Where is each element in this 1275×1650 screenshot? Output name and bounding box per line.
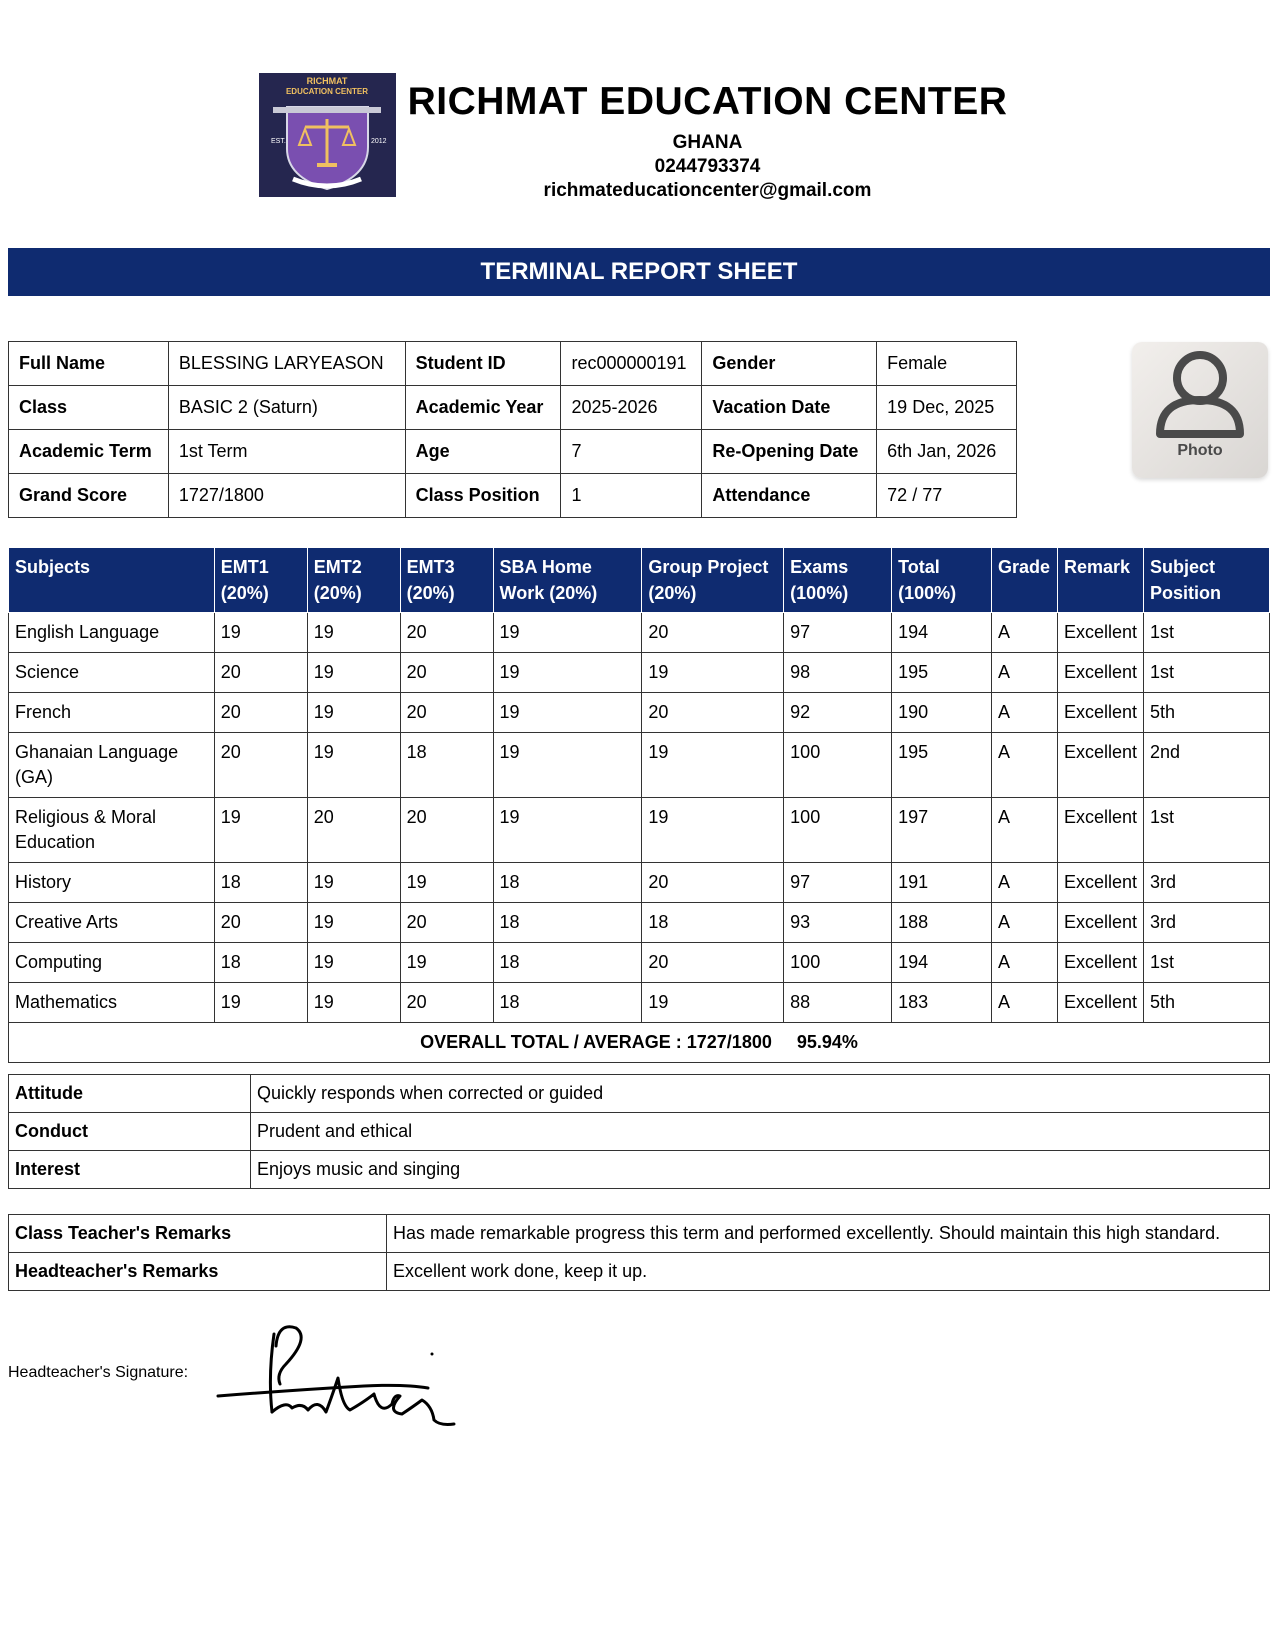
score-cell: Excellent — [1057, 653, 1143, 693]
info-value: 19 Dec, 2025 — [877, 386, 1017, 430]
score-cell: 20 — [214, 653, 307, 693]
scores-column-header — [400, 548, 493, 613]
score-cell: A — [992, 903, 1058, 943]
score-cell: 97 — [784, 863, 892, 903]
score-cell: 20 — [214, 693, 307, 733]
info-label: Gender — [702, 342, 877, 386]
subject-name: Science — [9, 653, 215, 693]
subject-row — [9, 943, 1270, 983]
score-cell: 98 — [784, 653, 892, 693]
school-country: GHANA — [672, 132, 743, 153]
score-cell: 18 — [493, 943, 642, 983]
score-cell: 19 — [214, 613, 307, 653]
info-label: Re-Opening Date — [702, 430, 877, 474]
subject-name: Computing — [9, 943, 215, 983]
score-cell: 19 — [307, 693, 400, 733]
score-cell: 19 — [642, 983, 784, 1023]
school-contact — [480, 131, 935, 203]
subject-row — [9, 613, 1270, 653]
score-cell: 18 — [642, 903, 784, 943]
score-cell: 19 — [493, 613, 642, 653]
score-cell: 20 — [400, 613, 493, 653]
info-label: Full Name — [9, 342, 169, 386]
score-cell: A — [992, 693, 1058, 733]
attributes-table — [8, 1074, 1270, 1189]
score-cell: 19 — [400, 943, 493, 983]
score-cell: 20 — [400, 653, 493, 693]
info-label: Academic Year — [405, 386, 561, 430]
score-cell: Excellent — [1057, 863, 1143, 903]
score-cell: 1st — [1144, 613, 1270, 653]
score-cell: 20 — [400, 983, 493, 1023]
score-cell: 19 — [307, 653, 400, 693]
subject-row — [9, 693, 1270, 733]
score-cell: Excellent — [1057, 983, 1143, 1023]
header-line: Subject — [1150, 557, 1216, 577]
score-cell: 100 — [784, 943, 892, 983]
overall-total: OVERALL TOTAL / AVERAGE : 1727/1800 95.94% — [9, 1023, 1270, 1063]
info-label: Student ID — [405, 342, 561, 386]
score-cell: 3rd — [1144, 903, 1270, 943]
subject-row — [9, 798, 1270, 863]
attribute-label: Attitude — [9, 1075, 251, 1113]
header-line: (100%) — [898, 583, 957, 603]
score-cell: A — [992, 733, 1058, 798]
attribute-label: Interest — [9, 1151, 251, 1189]
subject-name: French — [9, 693, 215, 733]
scores-column-header — [9, 548, 215, 613]
score-cell: 20 — [214, 903, 307, 943]
score-cell: Excellent — [1057, 733, 1143, 798]
score-cell: A — [992, 613, 1058, 653]
score-cell: 188 — [892, 903, 992, 943]
attribute-value: Prudent and ethical — [251, 1113, 1270, 1151]
info-label: Academic Term — [9, 430, 169, 474]
info-value: 72 / 77 — [877, 474, 1017, 518]
report-title-banner: TERMINAL REPORT SHEET — [8, 248, 1270, 296]
subject-name: Religious & Moral Education — [9, 798, 215, 863]
score-cell: 183 — [892, 983, 992, 1023]
info-row — [9, 386, 1017, 430]
remark-value: Has made remarkable progress this term and performed excellently. Should maintain this high standard. — [387, 1215, 1270, 1253]
score-cell: 197 — [892, 798, 992, 863]
score-cell: 19 — [493, 693, 642, 733]
score-cell: 19 — [214, 983, 307, 1023]
score-cell: A — [992, 798, 1058, 863]
scores-column-header — [784, 548, 892, 613]
score-cell: 19 — [493, 798, 642, 863]
photo-label: Photo — [1177, 442, 1223, 459]
score-cell: 2nd — [1144, 733, 1270, 798]
header-line: Total — [898, 557, 940, 577]
scores-column-header — [892, 548, 992, 613]
attribute-row — [9, 1113, 1270, 1151]
score-cell: 19 — [642, 798, 784, 863]
header-line: EMT3 — [406, 557, 455, 577]
score-cell: 19 — [307, 613, 400, 653]
header-line: SBA Home — [499, 557, 592, 577]
info-row — [9, 474, 1017, 518]
score-cell: A — [992, 983, 1058, 1023]
info-value: 6th Jan, 2026 — [877, 430, 1017, 474]
score-cell: 19 — [307, 863, 400, 903]
remark-row — [9, 1215, 1270, 1253]
info-label: Grand Score — [9, 474, 169, 518]
header-line: Remark — [1063, 557, 1131, 577]
info-label: Vacation Date — [702, 386, 877, 430]
scores-column-header — [493, 548, 642, 613]
scores-column-header — [1144, 548, 1270, 613]
score-cell: 93 — [784, 903, 892, 943]
score-cell: 19 — [493, 733, 642, 798]
attribute-row — [9, 1151, 1270, 1189]
headteacher-signature — [214, 1316, 470, 1436]
header-line: Subjects — [15, 557, 91, 577]
subject-row — [9, 903, 1270, 943]
score-cell: 20 — [642, 943, 784, 983]
score-cell: 5th — [1144, 983, 1270, 1023]
score-cell: 97 — [784, 613, 892, 653]
score-cell: 19 — [642, 653, 784, 693]
info-row — [9, 342, 1017, 386]
info-value: BLESSING LARYEASON — [168, 342, 405, 386]
info-value: 7 — [561, 430, 702, 474]
header-line: (20%) — [313, 583, 362, 603]
svg-text:EST.: EST. — [271, 138, 286, 145]
svg-text:2012: 2012 — [371, 138, 387, 145]
remark-label: Headteacher's Remarks — [9, 1253, 387, 1291]
school-email: richmateducationcenter@gmail.com — [543, 180, 872, 201]
score-cell: 92 — [784, 693, 892, 733]
subject-row — [9, 863, 1270, 903]
score-cell: 194 — [892, 613, 992, 653]
score-cell: 3rd — [1144, 863, 1270, 903]
score-cell: 19 — [214, 798, 307, 863]
attribute-value: Quickly responds when corrected or guided — [251, 1075, 1270, 1113]
attribute-value: Enjoys music and singing — [251, 1151, 1270, 1189]
score-cell: Excellent — [1057, 798, 1143, 863]
header-line: Grade — [998, 557, 1051, 577]
header-line: (20%) — [648, 583, 697, 603]
signature-label: Headteacher's Signature: — [8, 1364, 189, 1381]
school-name: RICHMAT EDUCATION CENTER — [407, 80, 1008, 123]
score-cell: 19 — [400, 863, 493, 903]
score-cell: 19 — [307, 983, 400, 1023]
header-line: EMT1 — [220, 557, 269, 577]
score-cell: 5th — [1144, 693, 1270, 733]
header-line: (20%) — [220, 583, 269, 603]
scores-table — [8, 547, 1270, 1063]
info-value: BASIC 2 (Saturn) — [168, 386, 405, 430]
subject-name: History — [9, 863, 215, 903]
score-cell: A — [992, 653, 1058, 693]
header-line: Position — [1150, 583, 1222, 603]
info-label: Attendance — [702, 474, 877, 518]
info-row — [9, 430, 1017, 474]
score-cell: 18 — [400, 733, 493, 798]
score-cell: 20 — [642, 693, 784, 733]
score-cell: 20 — [642, 863, 784, 903]
score-cell: 19 — [307, 903, 400, 943]
scores-column-header — [307, 548, 400, 613]
score-cell: 18 — [493, 903, 642, 943]
score-cell: 1st — [1144, 943, 1270, 983]
info-value: Female — [877, 342, 1017, 386]
score-cell: 19 — [642, 733, 784, 798]
scores-column-header — [1057, 548, 1143, 613]
svg-text:EDUCATION CENTER: EDUCATION CENTER — [285, 87, 369, 96]
score-cell: 191 — [892, 863, 992, 903]
score-cell: 20 — [642, 613, 784, 653]
info-value: 1727/1800 — [168, 474, 405, 518]
info-label: Class — [9, 386, 169, 430]
score-cell: A — [992, 863, 1058, 903]
score-cell: 20 — [400, 903, 493, 943]
score-cell: 18 — [493, 983, 642, 1023]
scores-column-header — [992, 548, 1058, 613]
score-cell: 19 — [307, 733, 400, 798]
attribute-label: Conduct — [9, 1113, 251, 1151]
subject-row — [9, 653, 1270, 693]
scores-column-header — [642, 548, 784, 613]
subject-name: English Language — [9, 613, 215, 653]
remark-value: Excellent work done, keep it up. — [387, 1253, 1270, 1291]
score-cell: Excellent — [1057, 943, 1143, 983]
info-value: 1 — [561, 474, 702, 518]
remark-row — [9, 1253, 1270, 1291]
score-cell: 20 — [307, 798, 400, 863]
header-line: Exams — [790, 557, 849, 577]
overall-total-row — [9, 1023, 1270, 1063]
info-label: Class Position — [405, 474, 561, 518]
school-phone: 0244793374 — [654, 156, 761, 177]
score-cell: 18 — [214, 863, 307, 903]
remarks-table — [8, 1214, 1270, 1291]
header-line: Work (20%) — [499, 583, 598, 603]
subject-row — [9, 733, 1270, 798]
subject-name: Mathematics — [9, 983, 215, 1023]
info-value: 2025-2026 — [561, 386, 702, 430]
remark-label: Class Teacher's Remarks — [9, 1215, 387, 1253]
score-cell: A — [992, 943, 1058, 983]
score-cell: 18 — [493, 863, 642, 903]
info-value: rec000000191 — [561, 342, 702, 386]
score-cell: 20 — [400, 798, 493, 863]
score-cell: 195 — [892, 653, 992, 693]
header-line: Group Project — [648, 557, 769, 577]
score-cell: 88 — [784, 983, 892, 1023]
score-cell: 1st — [1144, 653, 1270, 693]
score-cell: 19 — [307, 943, 400, 983]
score-cell: 194 — [892, 943, 992, 983]
student-photo-placeholder — [1132, 342, 1268, 478]
subject-row — [9, 983, 1270, 1023]
score-cell: Excellent — [1057, 693, 1143, 733]
svg-text:RICHMAT: RICHMAT — [306, 76, 348, 86]
score-cell: 1st — [1144, 798, 1270, 863]
header-line: EMT2 — [313, 557, 362, 577]
score-cell: 100 — [784, 798, 892, 863]
score-cell: 190 — [892, 693, 992, 733]
scores-column-header — [214, 548, 307, 613]
student-info-table — [8, 341, 1017, 518]
score-cell: 20 — [400, 693, 493, 733]
subject-name: Ghanaian Language (GA) — [9, 733, 215, 798]
header-line: (20%) — [406, 583, 455, 603]
score-cell: Excellent — [1057, 903, 1143, 943]
subject-name: Creative Arts — [9, 903, 215, 943]
header-line: (100%) — [790, 583, 849, 603]
score-cell: 100 — [784, 733, 892, 798]
info-value: 1st Term — [168, 430, 405, 474]
school-logo — [259, 73, 396, 197]
score-cell: 19 — [493, 653, 642, 693]
score-cell: 195 — [892, 733, 992, 798]
score-cell: 18 — [214, 943, 307, 983]
attribute-row — [9, 1075, 1270, 1113]
score-cell: 20 — [214, 733, 307, 798]
user-icon — [1132, 342, 1268, 442]
score-cell: Excellent — [1057, 613, 1143, 653]
info-label: Age — [405, 430, 561, 474]
